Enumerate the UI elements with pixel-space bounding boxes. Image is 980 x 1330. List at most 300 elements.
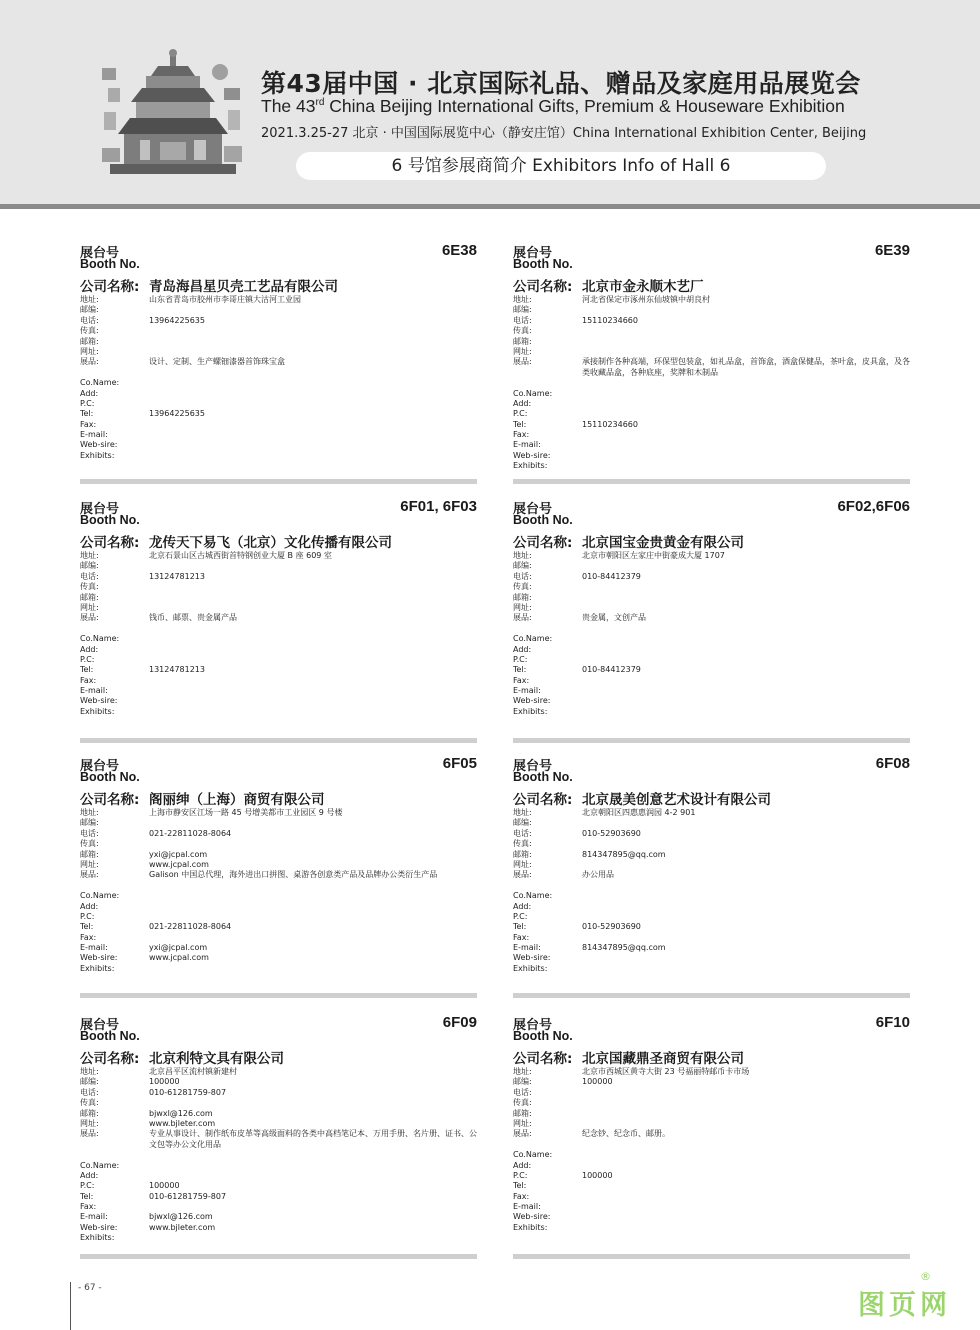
field-exhibits — [513, 357, 910, 378]
booth-label-en: Booth No. — [513, 770, 573, 784]
field-label: Co.Name: — [513, 634, 553, 644]
field-fax — [513, 839, 910, 849]
company-name: 龙传天下易飞（北京）文化传播有限公司 — [149, 535, 392, 551]
company-name: 北京国宝金贵黄金有限公司 — [582, 535, 744, 551]
field-label: 邮箱: — [80, 592, 99, 602]
field-label: Add: — [80, 901, 99, 911]
page-number: - 67 - — [78, 1283, 102, 1293]
field-value: 北京昌平区流村镇新建村 — [149, 1067, 237, 1076]
field-co-name — [80, 634, 477, 644]
field-fax-en — [80, 933, 477, 943]
field-email-en — [513, 943, 910, 953]
field-exhibits-en — [80, 1233, 477, 1243]
field-value: www.bjleter.com — [149, 1118, 216, 1128]
company-row — [513, 788, 771, 808]
field-email-en — [80, 943, 477, 953]
field-label: Web-sire: — [80, 953, 118, 963]
field-label: Add: — [80, 1170, 99, 1180]
field-value: 山东省青岛市胶州市李哥庄镇大沽河工业园 — [149, 295, 301, 304]
field-value: 100000 — [582, 1077, 613, 1087]
field-label: E-mail: — [80, 686, 108, 696]
booth-number: 6F05 — [442, 755, 477, 772]
field-tel — [513, 922, 910, 932]
field-fax-en — [513, 430, 910, 440]
field-label: 电话: — [513, 315, 532, 325]
company-label: 公司名称: — [513, 535, 573, 551]
field-label: P.C: — [80, 398, 95, 408]
field-postcode — [513, 818, 910, 828]
field-label: Add: — [80, 644, 99, 654]
field-address — [80, 551, 477, 561]
field-fax — [80, 326, 477, 336]
field-phone — [513, 1088, 910, 1098]
field-spacer — [513, 1140, 910, 1150]
field-value: 河北省保定市涿州东仙坡镇中胡良村 — [582, 295, 710, 304]
field-exhibits-en — [80, 451, 477, 461]
field-label: P.C: — [80, 911, 95, 921]
field-website — [513, 860, 910, 870]
field-label: E-mail: — [80, 943, 108, 953]
field-fax — [513, 1098, 910, 1108]
booth-label-cn: 展台号 — [80, 502, 120, 517]
field-exhibits-en — [513, 964, 910, 974]
field-exhibits — [80, 613, 477, 623]
field-value: 010-52903690 — [582, 828, 641, 838]
field-label: 网址: — [80, 859, 99, 869]
field-add — [513, 399, 910, 409]
field-tel — [80, 1192, 477, 1202]
field-label: 地址: — [513, 295, 532, 304]
field-postcode — [513, 305, 910, 315]
watermark-registered-mark: ® — [920, 1270, 931, 1283]
field-value: 021-22811028-8064 — [149, 922, 232, 932]
exhibitor-entry-6f10 — [513, 1014, 910, 1269]
field-address — [80, 1067, 477, 1077]
field-address — [513, 1067, 910, 1077]
field-web-en — [513, 1212, 910, 1222]
field-value: 010-52903690 — [582, 922, 641, 932]
entry-divider — [80, 1254, 477, 1259]
field-co-name — [80, 891, 477, 901]
exhibitor-entry-6e39 — [513, 242, 910, 497]
field-fax — [80, 839, 477, 849]
field-spacer — [513, 378, 910, 388]
field-phone — [80, 829, 477, 839]
field-web-en — [513, 451, 910, 461]
field-website — [80, 1119, 477, 1129]
field-label: 地址: — [513, 808, 532, 817]
field-phone — [513, 829, 910, 839]
exhibitor-entry-6e38 — [80, 242, 477, 497]
field-email-en — [80, 1212, 477, 1222]
booth-number: 6F08 — [875, 755, 910, 772]
field-label: 邮箱: — [513, 849, 532, 859]
field-value: yxi@jcpal.com — [149, 943, 208, 953]
company-row — [80, 1047, 284, 1067]
field-exhibits — [80, 1129, 477, 1150]
detail-fields — [80, 295, 477, 461]
detail-fields — [80, 551, 477, 717]
booth-label-en: Booth No. — [80, 770, 140, 784]
booth-label-cn: 展台号 — [80, 1018, 120, 1033]
field-co-name — [80, 1161, 477, 1171]
field-value: 100000 — [582, 1170, 613, 1180]
field-label: 邮箱: — [80, 849, 99, 859]
field-email — [80, 337, 477, 347]
field-email-en — [80, 686, 477, 696]
field-exhibits-en — [513, 461, 910, 471]
field-label: Co.Name: — [80, 634, 120, 644]
field-postcode — [80, 1077, 477, 1087]
company-row — [80, 788, 325, 808]
company-row — [513, 1047, 744, 1067]
field-value: 设计、定制、生产螺钿漆器首饰珠宝盒 — [149, 357, 285, 367]
site-watermark: 图页网 — [858, 1290, 951, 1321]
field-label: 网址: — [80, 346, 99, 356]
field-email-en — [513, 686, 910, 696]
company-row — [513, 531, 744, 551]
field-label: E-mail: — [513, 686, 541, 696]
field-pc — [513, 409, 910, 419]
field-value: 北京朝阳区四惠惠润园 4-2 901 — [582, 808, 696, 817]
field-add — [80, 389, 477, 399]
field-label: 邮箱: — [513, 1108, 532, 1118]
field-label: 邮编: — [513, 561, 532, 571]
field-exhibits-en — [513, 1223, 910, 1233]
field-email-en — [513, 440, 910, 450]
field-pc — [80, 1181, 477, 1191]
company-name: 北京利特文具有限公司 — [149, 1051, 284, 1067]
page-margin-line — [70, 1282, 71, 1330]
field-label: 电话: — [80, 1087, 99, 1097]
field-co-name — [513, 1150, 910, 1160]
field-label: Co.Name: — [80, 378, 120, 388]
field-label: 网址: — [80, 1118, 99, 1128]
field-label: Fax: — [513, 430, 530, 440]
title-en-suffix: China Beijing International Gifts, Premium & Houseware Exhibition — [324, 96, 845, 116]
field-label: P.C: — [513, 409, 528, 419]
exhibition-title-cn: 第43届中国 · 北京国际礼品、赠品及家庭用品展览会 — [261, 69, 861, 98]
entry-divider — [513, 738, 910, 743]
detail-fields — [80, 1067, 477, 1244]
field-email-en — [513, 1202, 910, 1212]
field-postcode — [80, 561, 477, 571]
field-label: Exhibits: — [80, 706, 115, 716]
field-label: 传真: — [80, 839, 99, 849]
exhibitor-entry-6f09 — [80, 1014, 477, 1269]
field-address — [80, 808, 477, 818]
field-address — [513, 295, 910, 305]
field-add — [80, 645, 477, 655]
booth-number: 6F10 — [875, 1014, 910, 1031]
field-web-en — [513, 953, 910, 963]
field-value: 承接制作各种高端，环保型包装盒，如礼品盒，首饰盒，酒盒保健品，茶叶盒，皮具盒，及各类收藏品盒，各种底座，奖牌和木制品 — [582, 357, 910, 377]
field-label: 电话: — [80, 571, 99, 581]
field-exhibits-en — [80, 707, 477, 717]
field-value: 13964225635 — [149, 409, 205, 419]
field-website — [513, 1119, 910, 1129]
field-web-en — [80, 953, 477, 963]
field-pc — [80, 912, 477, 922]
field-label: Tel: — [80, 409, 94, 419]
company-label: 公司名称: — [80, 792, 140, 808]
field-label: 电话: — [80, 315, 99, 325]
booth-number: 6F01, 6F03 — [400, 498, 477, 515]
field-website — [513, 603, 910, 613]
field-label: P.C: — [513, 1170, 528, 1180]
exhibition-logo-icon — [100, 48, 245, 176]
field-label: 邮编: — [513, 305, 532, 315]
field-label: 邮编: — [80, 1077, 99, 1087]
company-name: 北京国藏鼎圣商贸有限公司 — [582, 1051, 744, 1067]
title-en-prefix: The 43 — [261, 96, 316, 116]
field-value: 100000 — [149, 1181, 180, 1191]
field-tel — [80, 409, 477, 419]
field-label: 邮箱: — [80, 336, 99, 346]
field-label: 传真: — [513, 582, 532, 592]
field-label: 网址: — [513, 859, 532, 869]
field-fax-en — [80, 1202, 477, 1212]
field-value: 上海市静安区江场一路 45 号增美都市工业园区 9 号楼 — [149, 808, 343, 817]
field-label: Exhibits: — [80, 963, 115, 973]
field-website — [80, 860, 477, 870]
booth-label-en: Booth No. — [80, 513, 140, 527]
field-fax — [80, 1098, 477, 1108]
field-pc — [80, 655, 477, 665]
field-value: 13964225635 — [149, 315, 205, 325]
field-label: Fax: — [513, 932, 530, 942]
field-postcode — [513, 561, 910, 571]
field-label: P.C: — [80, 1181, 95, 1191]
field-label: E-mail: — [80, 430, 108, 440]
field-label: Fax: — [80, 419, 97, 429]
field-label: E-mail: — [80, 1212, 108, 1222]
field-label: Tel: — [513, 665, 527, 675]
field-label: Fax: — [513, 675, 530, 685]
field-label: Web-sire: — [513, 1212, 551, 1222]
field-label: Web-sire: — [513, 696, 551, 706]
field-exhibits — [80, 357, 477, 367]
header-divider — [0, 204, 980, 209]
company-label: 公司名称: — [80, 279, 140, 295]
field-value: 13124781213 — [149, 665, 205, 675]
field-value: 010-84412379 — [582, 665, 641, 675]
field-label: 展品: — [513, 870, 532, 880]
field-phone — [80, 316, 477, 326]
booth-label-en: Booth No. — [80, 1029, 140, 1043]
hall-title: 6 号馆参展商简介 Exhibitors Info of Hall 6 — [296, 152, 826, 180]
field-label: 网址: — [513, 602, 532, 612]
field-label: Fax: — [80, 675, 97, 685]
field-value: 814347895@qq.com — [582, 943, 666, 953]
field-label: 网址: — [513, 1118, 532, 1128]
booth-number: 6F09 — [442, 1014, 477, 1031]
field-label: Web-sire: — [513, 450, 551, 460]
field-label: Co.Name: — [80, 1160, 120, 1170]
field-value: bjwxl@126.com — [149, 1108, 213, 1118]
field-label: 传真: — [80, 1098, 99, 1108]
field-value: 北京石景山区古城西街首特钢创业大厦 B 座 609 室 — [149, 551, 332, 560]
field-email — [513, 337, 910, 347]
field-label: Tel: — [80, 665, 94, 675]
booth-label-cn: 展台号 — [80, 759, 120, 774]
field-tel — [513, 420, 910, 430]
field-label: 地址: — [80, 551, 99, 560]
field-label: 电话: — [80, 828, 99, 838]
field-value: 814347895@qq.com — [582, 849, 666, 859]
field-pc — [80, 399, 477, 409]
field-label: 展品: — [80, 1129, 99, 1139]
field-fax-en — [80, 420, 477, 430]
booth-number: 6F02,6F06 — [837, 498, 910, 515]
field-value: www.jcpal.com — [149, 859, 209, 869]
field-spacer — [80, 1150, 477, 1160]
field-label: 邮箱: — [513, 592, 532, 602]
field-add — [80, 1171, 477, 1181]
company-name: 阁丽绅（上海）商贸有限公司 — [149, 792, 325, 808]
field-value: 办公用品 — [582, 870, 614, 880]
field-web-en — [80, 696, 477, 706]
field-pc — [513, 912, 910, 922]
field-label: 邮箱: — [513, 336, 532, 346]
field-phone — [80, 572, 477, 582]
field-label: P.C: — [80, 654, 95, 664]
field-co-name — [513, 389, 910, 399]
field-label: Fax: — [80, 1202, 97, 1212]
field-spacer — [80, 624, 477, 634]
field-label: 地址: — [513, 551, 532, 560]
field-value: 13124781213 — [149, 571, 205, 581]
field-phone — [513, 572, 910, 582]
field-value: 钱币、邮票、贵金属产品 — [149, 613, 237, 623]
field-label: Exhibits: — [80, 450, 115, 460]
field-postcode — [80, 818, 477, 828]
field-postcode — [80, 305, 477, 315]
field-label: 地址: — [80, 295, 99, 304]
company-name: 青岛海昌星贝壳工艺品有限公司 — [149, 279, 338, 295]
field-tel — [513, 665, 910, 675]
field-phone — [80, 1088, 477, 1098]
field-value: bjwxl@126.com — [149, 1212, 213, 1222]
field-value: 专业从事设计、制作纸布皮革等高级面料的各类中高档笔记本、万用手册、名片册、证书、公文包等办公文化用品 — [149, 1129, 477, 1149]
booth-label-en: Booth No. — [513, 513, 573, 527]
field-label: Co.Name: — [513, 891, 553, 901]
field-label: Co.Name: — [513, 388, 553, 398]
field-address — [80, 295, 477, 305]
field-label: Exhibits: — [513, 706, 548, 716]
field-value: 010-61281759-807 — [149, 1191, 227, 1201]
booth-number: 6E39 — [874, 242, 910, 259]
page-header — [0, 0, 980, 204]
entry-divider — [513, 479, 910, 484]
field-address — [513, 808, 910, 818]
company-label: 公司名称: — [80, 1051, 140, 1067]
field-label: 展品: — [513, 613, 532, 623]
field-value: 100000 — [149, 1077, 180, 1087]
field-label: Web-sire: — [513, 953, 551, 963]
field-value: 15110234660 — [582, 419, 638, 429]
field-label: Co.Name: — [513, 1150, 553, 1160]
field-label: 邮编: — [513, 1077, 532, 1087]
field-label: 电话: — [513, 571, 532, 581]
field-web-en — [80, 1223, 477, 1233]
field-label: Exhibits: — [80, 1233, 115, 1243]
field-exhibits — [513, 870, 910, 880]
field-label: 地址: — [80, 1067, 99, 1076]
field-fax-en — [513, 676, 910, 686]
field-label: 传真: — [80, 582, 99, 592]
field-label: P.C: — [513, 911, 528, 921]
field-label: Add: — [513, 644, 532, 654]
field-address — [513, 551, 910, 561]
field-label: Tel: — [513, 1181, 527, 1191]
field-pc — [513, 655, 910, 665]
field-phone — [513, 316, 910, 326]
company-row — [80, 531, 392, 551]
field-website — [80, 603, 477, 613]
company-name: 北京市金永顺木艺厂 — [582, 279, 704, 295]
booth-label-en: Booth No. — [80, 257, 140, 271]
field-tel — [80, 922, 477, 932]
company-label: 公司名称: — [513, 792, 573, 808]
field-co-name — [513, 891, 910, 901]
entry-divider — [513, 1254, 910, 1259]
field-label: Tel: — [513, 922, 527, 932]
field-value: 021-22811028-8064 — [149, 828, 232, 838]
field-label: Add: — [513, 398, 532, 408]
field-fax — [80, 582, 477, 592]
field-label: 邮编: — [513, 818, 532, 828]
booth-label-en: Booth No. — [513, 257, 573, 271]
field-label: E-mail: — [513, 943, 541, 953]
field-tel — [513, 1181, 910, 1191]
detail-fields — [80, 808, 477, 974]
booth-label-cn: 展台号 — [513, 759, 553, 774]
entry-divider — [513, 993, 910, 998]
company-row — [513, 275, 704, 295]
field-website — [513, 347, 910, 357]
field-label: Co.Name: — [80, 891, 120, 901]
booth-label-cn: 展台号 — [513, 246, 553, 261]
field-email — [513, 1109, 910, 1119]
company-label: 公司名称: — [513, 279, 573, 295]
field-label: Tel: — [513, 419, 527, 429]
field-postcode — [513, 1077, 910, 1087]
field-label: 地址: — [80, 808, 99, 817]
field-label: 传真: — [513, 326, 532, 336]
exhibitor-entry-6f05 — [80, 755, 477, 1010]
booth-label-en: Booth No. — [513, 1029, 573, 1043]
field-value: Galison 中国总代理，海外进出口拼图、桌游各创意类产品及品牌办公类衍生产品 — [149, 870, 438, 880]
field-value: 北京市朝阳区左家庄中街豪成大厦 1707 — [582, 551, 725, 560]
title-en-ordinal: rd — [315, 97, 325, 109]
field-value: www.jcpal.com — [149, 953, 209, 963]
entry-divider — [80, 993, 477, 998]
entry-divider — [80, 479, 477, 484]
field-label: Exhibits: — [513, 963, 548, 973]
booth-number: 6E38 — [441, 242, 477, 259]
field-label: 邮编: — [80, 561, 99, 571]
field-label: 传真: — [513, 839, 532, 849]
field-label: Add: — [80, 388, 99, 398]
detail-fields — [513, 1067, 910, 1233]
field-label: P.C: — [513, 654, 528, 664]
field-add — [513, 1161, 910, 1171]
field-email — [80, 1109, 477, 1119]
field-label: Exhibits: — [513, 461, 548, 471]
field-label: 地址: — [513, 1067, 532, 1076]
field-label: Exhibits: — [513, 1222, 548, 1232]
